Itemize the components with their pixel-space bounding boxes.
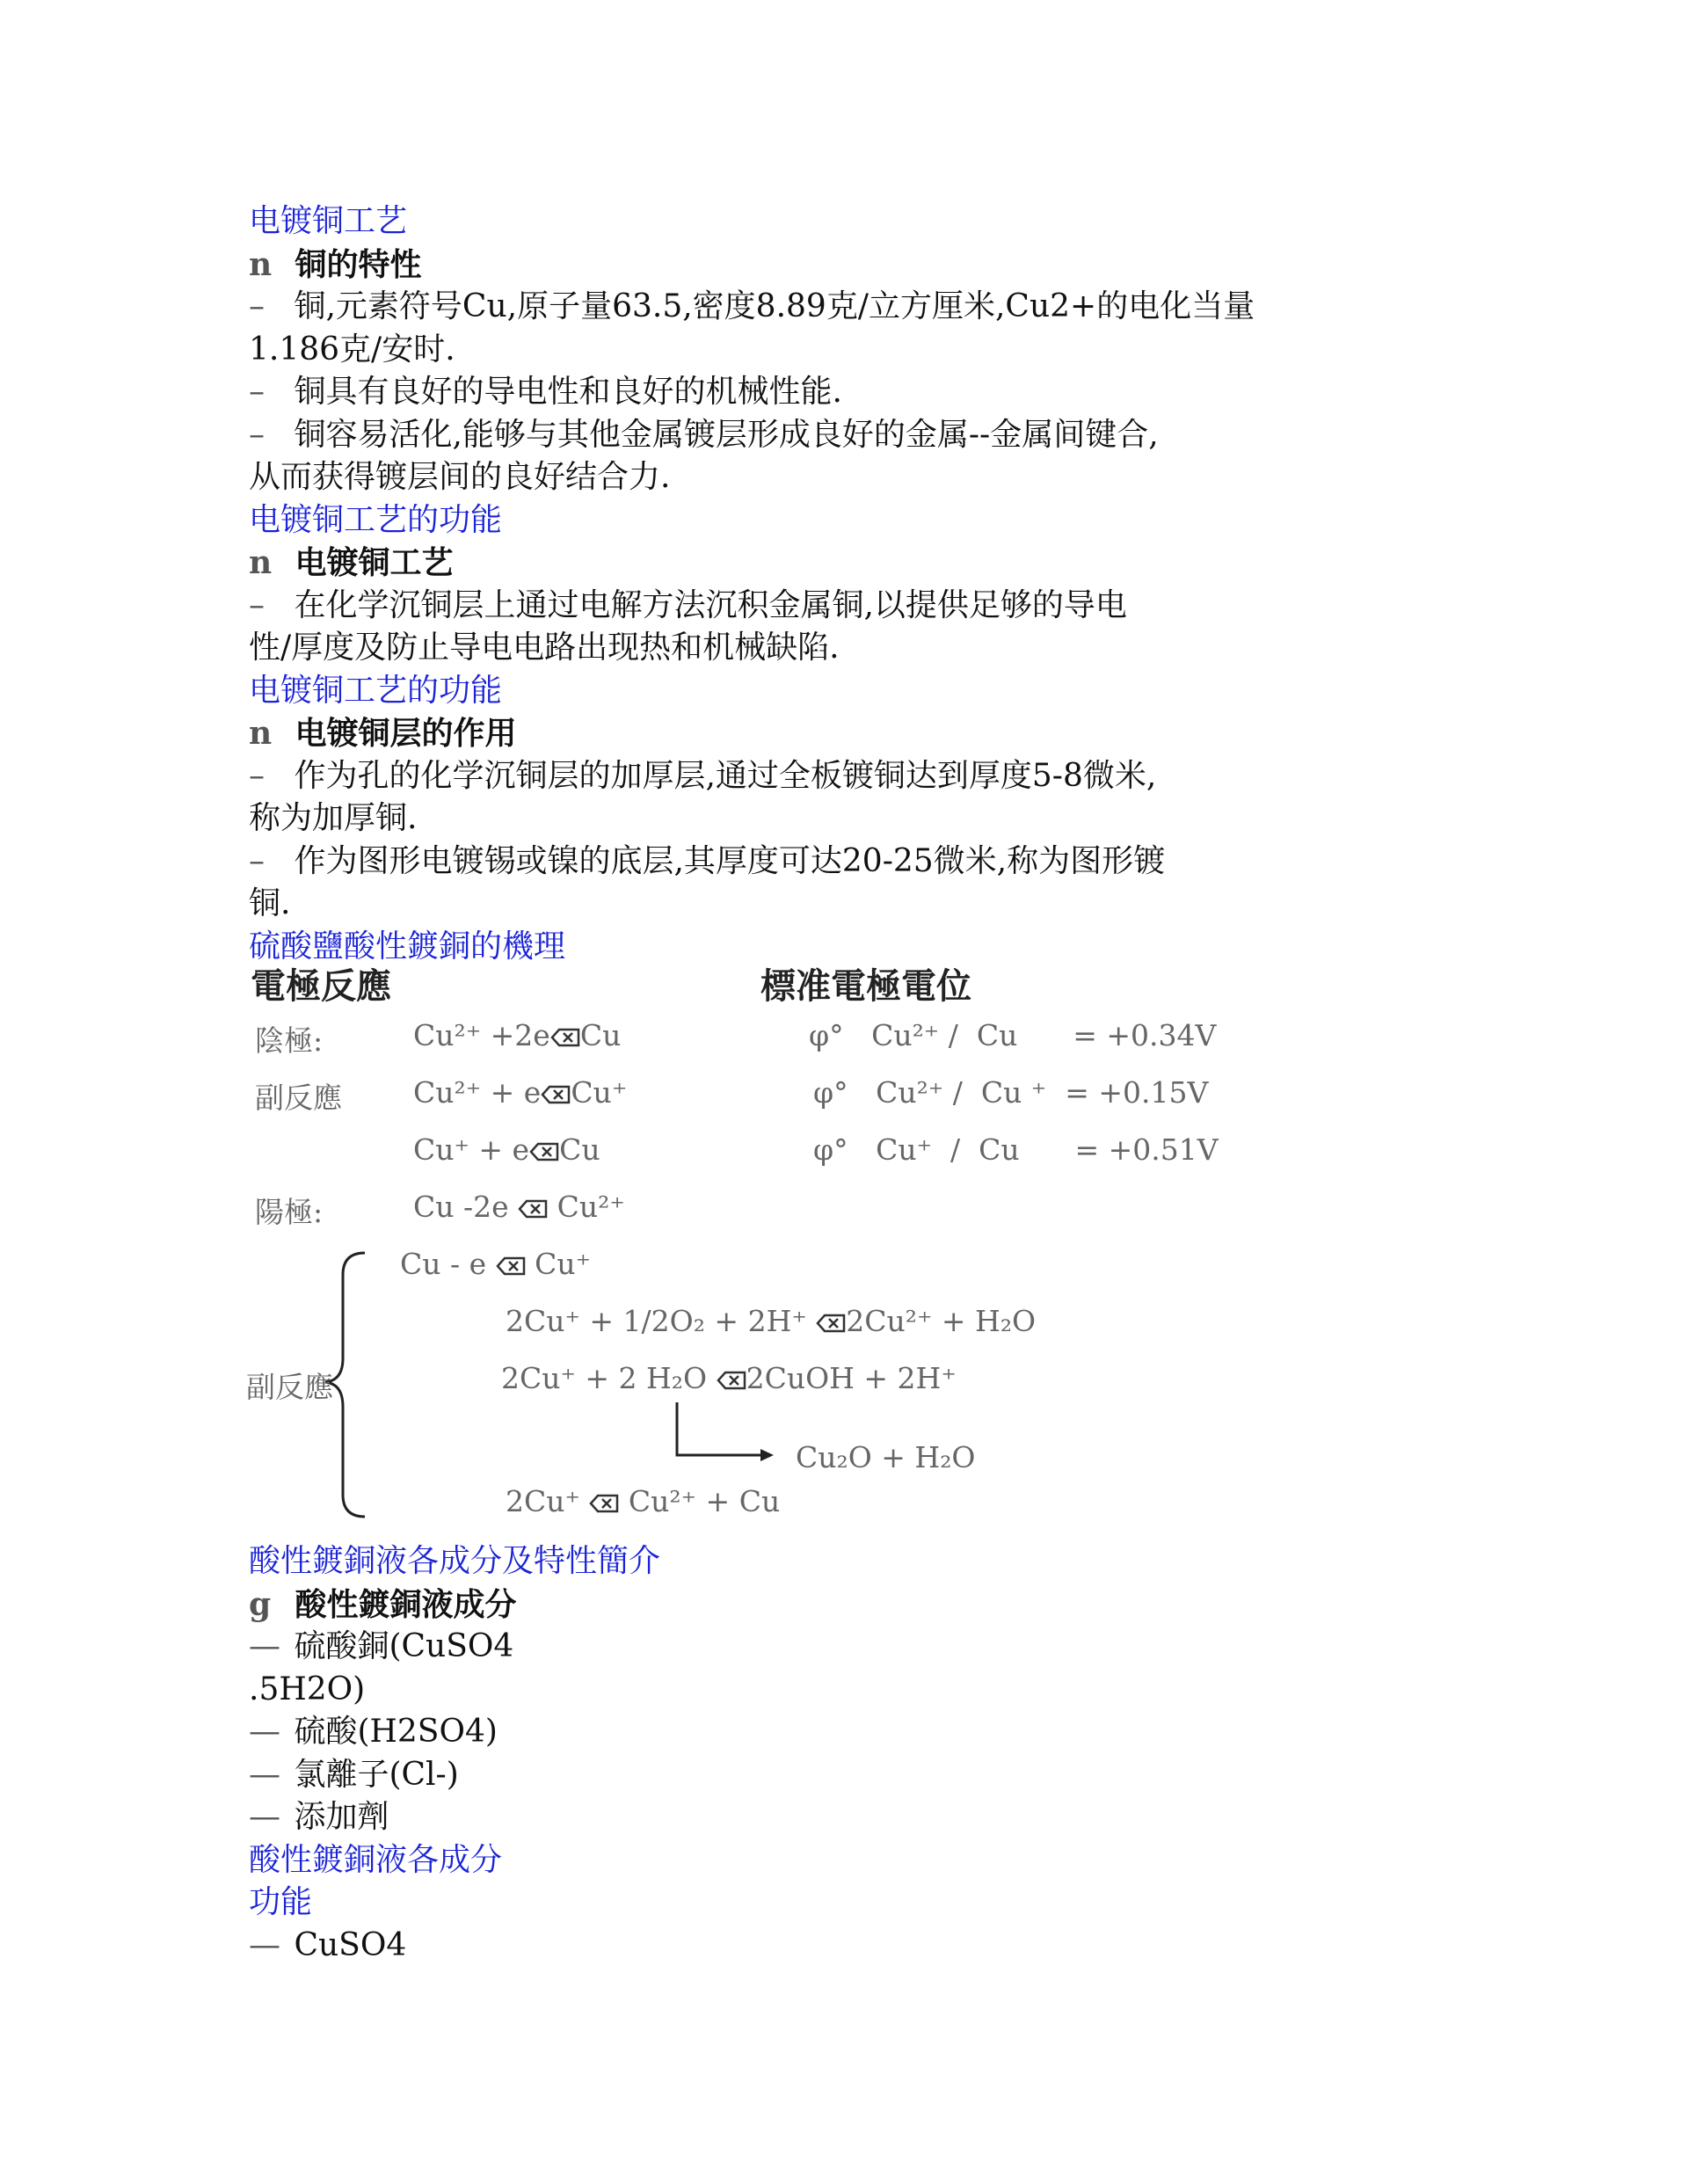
line-text: 铜的特性 (295, 245, 422, 283)
side-reaction-label-2: 副反應 (246, 1370, 333, 1404)
line-text: 称为加厚铜. (249, 800, 418, 836)
line-text: 作为图形电镀锡或镍的底层,其厚度可达20-25微米,称为图形镀 (294, 842, 1166, 879)
line-text: CuSO4 (294, 1926, 407, 1963)
section-heading (249, 200, 407, 243)
bullet-marker: — (249, 1714, 280, 1750)
bullet-marker: n (249, 715, 273, 752)
cathode-label: 陰極: (255, 1023, 324, 1058)
text-line (249, 456, 670, 499)
bullet-marker: – (249, 288, 265, 324)
text-line (249, 712, 517, 754)
figure-title-left: 電極反應 (251, 966, 391, 1007)
line-text: 铜,元素符号Cu,原子量63.5,密度8.89克/立方厘米,Cu2+的电化当量 (294, 288, 1255, 324)
text-line (249, 797, 417, 840)
electrode-reaction-figure (242, 958, 1297, 1521)
side-reaction-1: Cu - e Cu⁺ (400, 1247, 592, 1281)
text-line (249, 371, 842, 413)
text-line (249, 1669, 365, 1711)
line-text: 在化学沉铜层上通过电解方法沉积金属铜,以提供足够的导电 (294, 586, 1127, 623)
reaction-1: Cu²⁺ +2e Cu (413, 1018, 622, 1052)
side-reaction-4: 2Cu⁺ Cu²⁺ + Cu (506, 1484, 781, 1518)
text-line (249, 755, 1156, 797)
line-text: 电镀铜层的作用 (295, 715, 517, 752)
figure-title-right: 標准電極電位 (760, 966, 971, 1007)
text-line (249, 585, 1127, 627)
line-text: .5H2O) (249, 1671, 366, 1707)
line-text: 酸性鍍銅液成分 (295, 1585, 517, 1623)
line-text: 硫酸鹽酸性鍍銅的機理 (249, 928, 566, 965)
line-text: 电镀铜工艺 (249, 203, 408, 239)
text-line (249, 1754, 459, 1796)
line-text: 1.186克/安时. (249, 331, 455, 368)
side-reaction-3: 2Cu⁺ + 2 H₂O 2CuOH + 2H⁺ (501, 1361, 957, 1395)
bullet-marker: — (249, 1926, 280, 1963)
line-text: 从而获得镀层间的良好结合力. (249, 459, 671, 495)
bullet-marker: – (249, 842, 265, 879)
text-line (249, 1626, 513, 1668)
line-text: 作为孔的化学沉铜层的加厚层,通过全板镀铜达到厚度5-8微米, (294, 757, 1157, 794)
reaction-4: Cu -2e Cu²⁺ (413, 1190, 625, 1224)
text-line (249, 841, 1165, 883)
potential-1: φ° Cu²⁺ / Cu = +0.34V (809, 1018, 1217, 1052)
text-line (249, 414, 1159, 456)
text-line (249, 883, 290, 925)
line-text: 硫酸銅(CuSO4 (294, 1628, 514, 1664)
text-line (249, 1711, 498, 1753)
section-heading (249, 1882, 312, 1924)
reaction-2: Cu²⁺ + e Cu⁺ (413, 1075, 628, 1110)
potential-3: φ° Cu⁺ / Cu = +0.51V (813, 1132, 1219, 1167)
text-line (249, 329, 455, 371)
line-text: 性/厚度及防止导电电路出现热和机械缺陷. (249, 630, 840, 666)
side-reaction-label: 副反應 (255, 1081, 342, 1115)
line-text: 铜具有良好的导电性和良好的机械性能. (294, 374, 842, 410)
arrow-icon (550, 1028, 580, 1047)
arrow-icon (589, 1494, 619, 1513)
side-reaction-2: 2Cu⁺ + 1/2O₂ + 2H⁺ 2Cu²⁺ + H₂O (506, 1304, 1037, 1338)
line-text: 电镀铜工艺的功能 (249, 501, 503, 538)
arrow-icon (541, 1085, 571, 1104)
text-line (249, 286, 1255, 328)
text-line (249, 542, 454, 584)
side-reaction-product: Cu₂O + H₂O (796, 1440, 976, 1474)
text-line (249, 1796, 389, 1838)
section-heading (249, 499, 502, 542)
section-heading (249, 670, 502, 712)
potential-2: φ° Cu²⁺ / Cu ⁺ = +0.15V (813, 1075, 1209, 1110)
section-heading (249, 1839, 502, 1882)
bullet-marker: g (249, 1585, 272, 1623)
anode-label: 陽極: (255, 1195, 324, 1229)
reaction-3: Cu⁺ + e Cu (413, 1132, 600, 1167)
arrow-icon (717, 1371, 746, 1390)
line-text: 酸性鍍銅液各成分及特性簡介 (249, 1543, 661, 1579)
line-text: 电镀铜工艺 (295, 544, 454, 581)
line-text: 添加劑 (294, 1799, 389, 1835)
line-text: 酸性鍍銅液各成分 (249, 1841, 503, 1878)
line-text: 铜. (249, 885, 291, 921)
bullet-marker: — (249, 1628, 280, 1664)
bullet-marker: – (249, 757, 265, 794)
bullet-marker: n (249, 544, 273, 581)
arrow-icon (518, 1199, 548, 1219)
line-text: 铜容易活化,能够与其他金属镀层形成良好的金属--金属间键合, (294, 416, 1159, 453)
bullet-marker: — (249, 1799, 280, 1835)
text-line (249, 1583, 517, 1626)
bullet-marker: n (249, 245, 273, 283)
text-line (249, 244, 422, 286)
line-text: 功能 (249, 1884, 313, 1920)
text-line (249, 627, 840, 669)
bullet-marker: – (249, 586, 265, 623)
line-text: 电镀铜工艺的功能 (249, 672, 503, 709)
line-text: 硫酸(H2SO4) (294, 1714, 498, 1750)
text-line (249, 1925, 406, 1967)
bullet-marker: – (249, 374, 265, 410)
bullet-marker: – (249, 416, 265, 453)
section-heading (249, 1540, 660, 1583)
arrow-icon (529, 1142, 559, 1161)
arrow-icon (816, 1314, 846, 1333)
product-arrow-icon (673, 1402, 778, 1464)
bullet-marker: — (249, 1756, 280, 1793)
line-text: 氯離子(Cl-) (294, 1756, 459, 1793)
arrow-icon (496, 1256, 526, 1276)
